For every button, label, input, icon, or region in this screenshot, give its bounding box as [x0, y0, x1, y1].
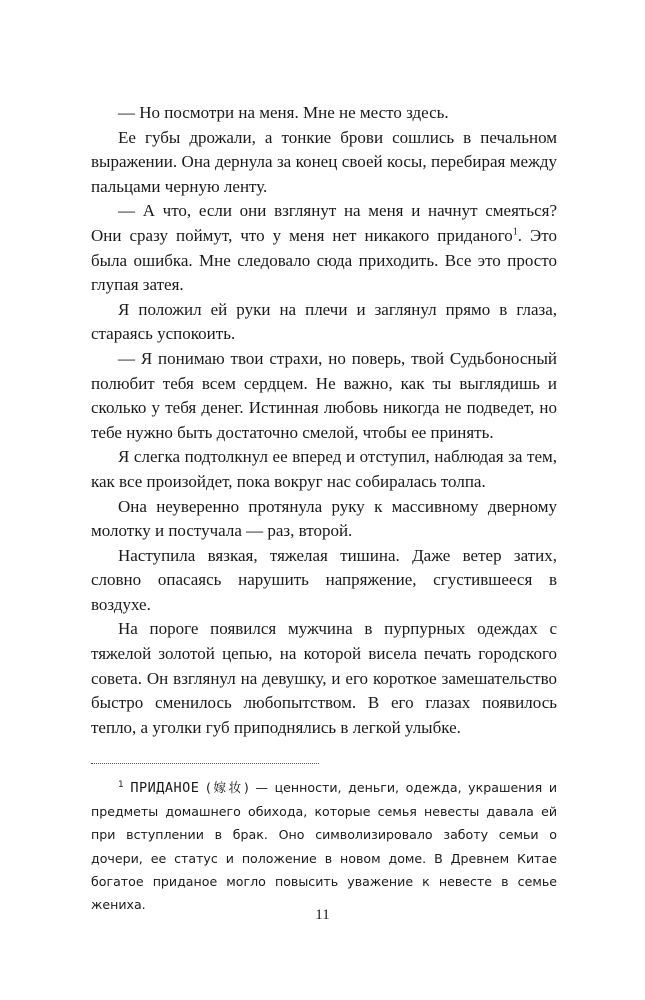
paragraph-4: Я положил ей руки на плечи и заглянул прямо в глаза, стараясь успокоить. [91, 299, 557, 344]
paragraph-1: — Но посмотри на меня. Мне не место здесь. [118, 103, 449, 122]
page-number: 11 [315, 907, 330, 923]
paragraph-9: На пороге появился мужчина в пурпурных одеждах с тяжелой золотой цепью, на которой висела печать городского совета. Он взглянул на девушку, и его короткое замешательство быстро сменилось любопытством. В его глазах появилось тепло, а уголки губ приподнялись в легкой улыбке. [91, 619, 557, 737]
footnote-divider [91, 763, 319, 764]
paragraph-5: — Я понимаю твои страхи, но поверь, твой Судьбоносный полюбит тебя всем сердцем. Не важно, как ты выглядишь и сколько у тебя денег. Истинная любовь никогда не подведет, но тебе нужно быть достаточно смелой, чтобы ее принять. [91, 348, 557, 442]
paragraph-6: Я слегка подтолкнул ее вперед и отступил, наблюдая за тем, как все произойдет, пока вокруг нас собиралась толпа. [91, 447, 557, 491]
paragraph-2: Ее губы дрожали, а тонкие брови сошлись в печальном выражении. Она дернула за конец своей косы, перебирая между пальцами черную ленту. [91, 127, 557, 196]
footnote-marker[interactable]: 1 [512, 226, 518, 238]
footnote-term: ПРИДАНОЕ [130, 780, 200, 796]
paragraph-3 [91, 199, 557, 297]
footnote-text: — ценности, деньги, одежда, украшения и предметы домашнего обихода, которые семья невесты давала ей при вступлении в брак. Оно символизировало заботу семьи о дочери, ее статус и положение в новом доме. В Древнем Китае богатое приданое могло повысить уважение к невесте в семье жениха. [91, 780, 558, 913]
footnote-number: 1 [118, 779, 124, 790]
paragraph-3-end: . Это была ошибка. Мне следовало сюда приходить. Все это просто глупая затея. [91, 225, 557, 295]
paragraph-8: Наступила вязкая, тяжелая тишина. Даже ветер затих, словно опасаясь нарушить напряжение, сгустившееся в воздухе. [91, 545, 557, 614]
footnote-paragraph [91, 776, 557, 916]
paragraph-3-start: — А что, если они взглянут на меня и начнут смеяться? Они сразу поймут, что у меня нет никакого приданого [91, 201, 557, 245]
main-text [91, 101, 557, 740]
footnote [91, 776, 557, 916]
footnote-original: (嫁妆) [205, 780, 249, 795]
paragraph-7: Она неуверенно протянула руку к массивному дверному молотку и постучала — раз, второй. [91, 496, 557, 541]
